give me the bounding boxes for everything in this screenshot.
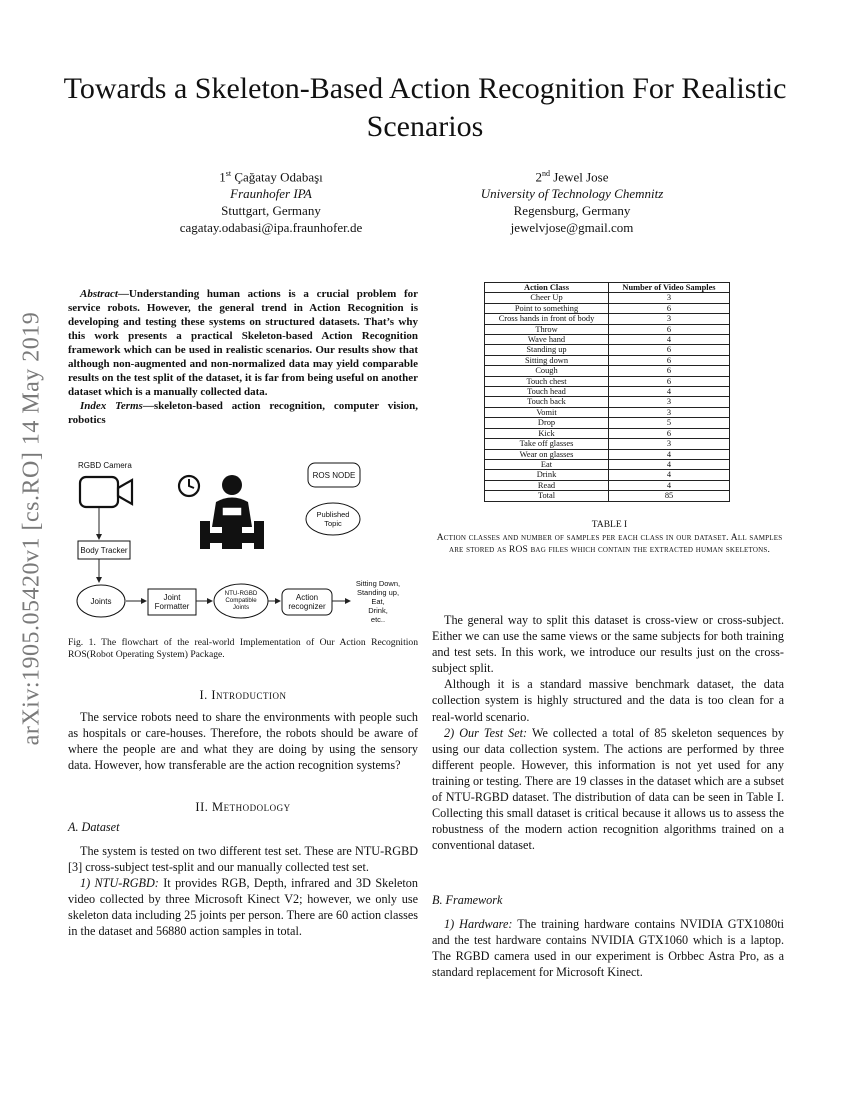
output-line-2: Standing up, [356, 588, 400, 597]
table-row [485, 459, 730, 469]
table-cell-samples: 6 [609, 366, 730, 376]
table-cell-samples: 4 [609, 470, 730, 480]
table-cell-action-class: Point to something [485, 303, 609, 313]
table-cell-action-class: Standing up [485, 345, 609, 355]
formatter-label-line-2: Formatter [154, 602, 190, 611]
joints-label: Joints [90, 597, 112, 606]
ntu-text: It provides RGB, Depth, infrared and 3D Skeleton video collected by three Microsoft Kinect V2; however, we only use skeleton data including 25 joints per person. There are 60 action classes in the dataset and 56880 action samples in total. [68, 876, 418, 939]
author-affiliation: University of Technology Chemnitz [480, 186, 664, 202]
table-cell-action-class: Drop [485, 418, 609, 428]
table-header-samples: Number of Video Samples [609, 283, 730, 293]
table-cell-samples: 6 [609, 345, 730, 355]
table-row [485, 491, 730, 501]
table-cell-samples: 3 [609, 439, 730, 449]
ntu-label-line-1: NTU-RGBD [224, 590, 258, 597]
body-tracker-label: Body Tracker [80, 546, 128, 555]
recognizer-label-line-1: Action [295, 593, 319, 602]
author-location: Regensburg, Germany [513, 203, 631, 219]
table-cell-action-class: Vomit [485, 407, 609, 417]
table-row [485, 376, 730, 386]
table-caption [432, 519, 787, 557]
split-paragraph: The general way to split this dataset is cross-view or cross-subject. Either we can use the same views or the same subjects for both training and test sets. In this work, we introduce our results just on the cross-subject split. [432, 613, 784, 676]
author-affiliation: Fraunhofer IPA [230, 186, 312, 202]
table-row [485, 439, 730, 449]
table-caption-text: Action classes and number of samples per each class in our dataset. All samples are stored as ROS bag files which contain the extracted human skeletons. [436, 532, 783, 555]
table-cell-action-class: Wave hand [485, 335, 609, 345]
framework-body [432, 916, 784, 980]
table-cell-samples: 3 [609, 407, 730, 417]
table-row [485, 470, 730, 480]
table-row [485, 418, 730, 428]
camera-label: RGBD Camera [78, 461, 132, 470]
table-cell-samples: 6 [609, 428, 730, 438]
arxiv-stamp: arXiv:1905.05420v1 [cs.RO] 14 May 2019 [18, 311, 45, 746]
table-cell-action-class: Read [485, 480, 609, 490]
subsection-framework: B. Framework [432, 893, 503, 907]
method-paragraph: The system is tested on two different test set. These are NTU-RGBD [3] cross-subject test-split and our manually collected test set. [68, 844, 418, 875]
table-cell-samples: 4 [609, 449, 730, 459]
index-terms-text: —skeleton-based action recognition, computer vision, robotics [68, 400, 418, 426]
table-cell-action-class: Cheer Up [485, 293, 609, 303]
person-reading-icon [200, 475, 264, 549]
table-caption-label: TABLE I [591, 520, 628, 530]
hardware-label: 1) Hardware: [444, 917, 513, 931]
table-cell-action-class: Cough [485, 366, 609, 376]
benchmark-paragraph: Although it is a standard massive benchmark dataset, the data collection system is highly structured and the data is too clean for a real-world scenario. [432, 677, 784, 724]
author-location: Stuttgart, Germany [221, 203, 321, 219]
table-cell-samples: 85 [609, 491, 730, 501]
published-label-line-2: Topic [324, 519, 342, 528]
table-cell-samples: 4 [609, 480, 730, 490]
table-cell-samples: 4 [609, 459, 730, 469]
output-line-3: Eat, [371, 597, 385, 606]
hardware-text: The training hardware contains NVIDIA GTX1080ti and the test hardware contains NVIDIA GTX1060 which is a laptop. The RGBD camera used in our experiment is Orbbec Astra Pro, as a standard replacement for Microsoft Kinect. [432, 917, 784, 980]
published-label-line-1: Published [316, 510, 350, 519]
table-cell-samples: 3 [609, 293, 730, 303]
table-row [485, 428, 730, 438]
table-cell-samples: 6 [609, 355, 730, 365]
table-cell-action-class: Touch chest [485, 376, 609, 386]
subsection-dataset: A. Dataset [68, 820, 120, 834]
author-email: cagatay.odabasi@ipa.fraunhofer.de [179, 220, 363, 236]
table-cell-action-class: Eat [485, 459, 609, 469]
intro-body [68, 709, 418, 773]
table-cell-samples: 3 [609, 397, 730, 407]
right-column-body [432, 612, 784, 853]
table-row [485, 387, 730, 397]
table-cell-action-class: Cross hands in front of body [485, 314, 609, 324]
table-cell-action-class: Kick [485, 428, 609, 438]
output-line-5: etc.. [370, 615, 386, 624]
author-name: 2nd Jewel Jose [535, 169, 609, 185]
section-heading-introduction: I. Introduction [199, 688, 287, 702]
table-row [485, 355, 730, 365]
table-row [485, 314, 730, 324]
author-name: 1st Çağatay Odabaşı [219, 169, 323, 185]
table-row [485, 397, 730, 407]
author-block-1 [121, 165, 421, 236]
formatter-label-line-1: Joint [163, 593, 181, 602]
table-cell-action-class: Wear on glasses [485, 449, 609, 459]
figure-caption: Fig. 1. The flowchart of the real-world Implementation of Our Action Recognition ROS(Robot Operating System) Package. [68, 637, 418, 660]
abstract-label: Abstract [80, 288, 118, 300]
ntu-label: 1) NTU-RGBD: [80, 876, 159, 891]
output-line-1: Sitting Down, [355, 579, 401, 588]
table-cell-samples: 6 [609, 303, 730, 313]
recognizer-label-line-2: recognizer [288, 602, 326, 611]
table-row [485, 366, 730, 376]
table-row [485, 407, 730, 417]
table-row [485, 345, 730, 355]
test-set-text: We collected a total of 85 skeleton sequences by using our data collection system. The actions are performed by three different people. However, this information is not yet used for any training or testing. There are 19 classes in the dataset which are a subset of NTU-RGBD dataset. The distribution of data can be seen in Table I. Collecting this small dataset is critical because it allows us to assess the robustness of the modern action recognition algorithms trained on a conventional dataset. [432, 725, 784, 853]
table-row [485, 324, 730, 334]
test-set-label: 2) Our Test Set: [444, 725, 528, 740]
table-cell-action-class: Total [485, 491, 609, 501]
method-body [68, 843, 418, 940]
table-body [485, 293, 730, 501]
table-cell-action-class: Sitting down [485, 355, 609, 365]
flowchart-figure [68, 455, 420, 630]
table-cell-samples: 4 [609, 387, 730, 397]
abstract [68, 287, 418, 427]
ntu-label-line-2: Compatible [225, 597, 257, 604]
table-row [485, 303, 730, 313]
author-email: jewelvjose@gmail.com [510, 220, 634, 236]
table-cell-action-class: Take off glasses [485, 439, 609, 449]
table-cell-samples: 6 [609, 376, 730, 386]
ros-node-label: ROS NODE [312, 471, 356, 480]
table-1 [484, 282, 730, 502]
table-cell-samples: 4 [609, 335, 730, 345]
output-line-4: Drink, [368, 606, 388, 615]
table-cell-action-class: Touch back [485, 397, 609, 407]
video-camera-icon [80, 477, 132, 507]
intro-paragraph: The service robots need to share the environments with people such as hospitals or care-houses. Therefore, the robots should be aware of where the people are and what they are doing by using the sensory data. However, how transferable are the action recognition systems? [68, 710, 418, 773]
table-cell-samples: 5 [609, 418, 730, 428]
author-block-2 [422, 165, 722, 236]
table-header-action-class: Action Class [485, 283, 609, 293]
table-cell-samples: 6 [609, 324, 730, 334]
table-row [485, 480, 730, 490]
table-row [485, 449, 730, 459]
ntu-label-line-3: Joints [232, 604, 250, 611]
paper-title: Towards a Skeleton-Based Action Recognition For Realistic Scenarios [63, 72, 787, 143]
table-cell-action-class: Throw [485, 324, 609, 334]
table-cell-action-class: Touch head [485, 387, 609, 397]
index-terms-label: Index Terms [80, 400, 143, 412]
clock-icon [179, 476, 199, 496]
table-cell-samples: 3 [609, 314, 730, 324]
abstract-text: —Understanding human actions is a crucial problem for service robots. However, the general trend in Action Recognition is developing and testing these systems on structured datasets. That’s why this work presents a practical Skeleton-based Action Recognition framework which can be used in realistic scenarios. Our results show that although non-augmented and non-normalized data may yield comparable results on the test split of the dataset, it is far from being useful on another dataset which is a manually collected data. [68, 288, 418, 398]
section-heading-methodology: II. Methodology [195, 800, 291, 814]
table-row [485, 335, 730, 345]
table-cell-action-class: Drink [485, 470, 609, 480]
table-row [485, 293, 730, 303]
